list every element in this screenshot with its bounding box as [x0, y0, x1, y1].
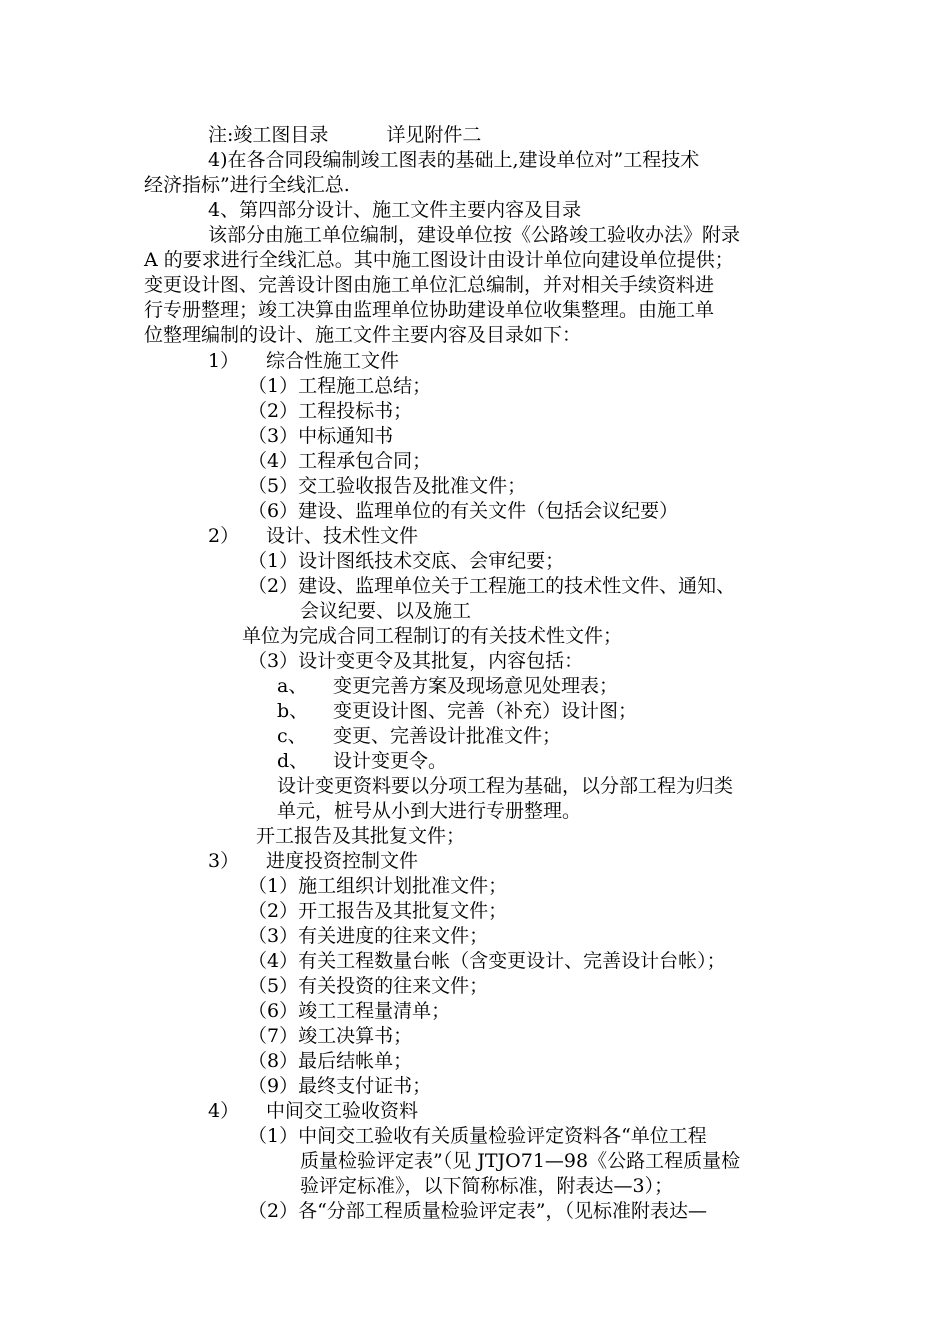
sub-item-marker: b、: [277, 700, 309, 722]
intro-line: 行专册整理；竣工决算由监理单位协助建设单位收集整理。由施工单: [144, 299, 715, 321]
sub-item-text: 变更完善方案及现场意见处理表；: [333, 675, 619, 697]
sub-item-marker: a、: [277, 675, 308, 697]
list-item: （5）有关投资的往来文件；: [248, 975, 489, 997]
note-paragraph-line: 设计变更资料要以分项工程为基础，以分部工程为归类: [277, 775, 734, 797]
list-item: （6）竣工工程量清单；: [248, 1000, 451, 1022]
list-item: （1）施工组织计划批准文件；: [248, 875, 508, 897]
note-paragraph-line: 单元，桩号从小到大进行专册整理。: [277, 800, 582, 822]
intro-line: 位整理编制的设计、施工文件主要内容及目录如下：: [144, 324, 582, 346]
list-item-continuation: 单位为完成合同工程制订的有关技术性文件；: [242, 625, 623, 647]
list-item: （1）中间交工验收有关质量检验评定资料各“单位工程: [248, 1125, 707, 1147]
sub-list-item: [277, 724, 561, 749]
intro-line: 变更设计图、完善设计图由施工单位汇总编制，并对相关手续资料进: [144, 274, 715, 296]
list-item: （4）有关工程数量台帐（含变更设计、完善设计台帐）；: [248, 950, 726, 972]
paragraph-line: 经济指标”进行全线汇总.: [144, 174, 350, 196]
list-item: （6）建设、监理单位的有关文件（包括会议纪要）: [248, 500, 679, 522]
subsection-title: 进度投资控制文件: [266, 850, 419, 872]
subsection-heading: [208, 1099, 418, 1124]
section-heading: 4、第四部分设计、施工文件主要内容及目录: [208, 199, 582, 221]
list-item: （4）工程承包合同；: [248, 450, 432, 472]
sub-item-text: 设计变更令。: [333, 750, 448, 772]
list-item: （2）各“分部工程质量检验评定表”，（见标准附表达—: [248, 1200, 708, 1222]
intro-line: A 的要求进行全线汇总。其中施工图设计由设计单位向建设单位提供；: [144, 249, 734, 271]
subsection-title: 设计、技术性文件: [266, 525, 419, 547]
subsection-number: 4）: [208, 1100, 240, 1122]
subsection-number: 2）: [208, 525, 240, 547]
list-item: （8）最后结帐单；: [248, 1050, 413, 1072]
subsection-title: 中间交工验收资料: [266, 1100, 419, 1122]
list-item-continuation: 验评定标准》，以下简称标准，附表达—3）；: [300, 1175, 674, 1197]
list-item: （3）中标通知书: [248, 425, 394, 447]
sub-list-item: [277, 674, 618, 699]
sub-item-text: 变更设计图、完善（补充）设计图；: [333, 700, 638, 722]
subsection-number: 1）: [208, 350, 240, 372]
subsection-heading: [208, 524, 418, 549]
sub-list-item: [277, 749, 447, 774]
list-item: （9）最终支付证书；: [248, 1075, 432, 1097]
intro-line: 该部分由施工单位编制，建设单位按《公路竣工验收办法》附录: [208, 224, 741, 246]
subsection-number: 3）: [208, 850, 240, 872]
paragraph-line: 4)在各合同段编制竣工图表的基础上,建设单位对”工程技术: [208, 149, 700, 171]
list-item: （3）有关进度的往来文件；: [248, 925, 489, 947]
note-line: [208, 123, 481, 148]
list-item: （3）设计变更令及其批复，内容包括：: [248, 650, 584, 672]
subsection-heading: [208, 349, 399, 374]
list-item-continuation: 质量检验评定表”（见 JTJO71—98《公路工程质量检: [300, 1150, 741, 1172]
sub-item-marker: c、: [277, 725, 307, 747]
note-reference: 详见附件二: [386, 124, 482, 146]
list-item: （2）建设、监理单位关于工程施工的技术性文件、通知、: [248, 575, 736, 597]
list-item-continuation: 会议纪要、以及施工: [300, 600, 472, 622]
note-label: 注:竣工图目录: [208, 124, 329, 146]
subsection-heading: [208, 849, 418, 874]
sub-item-text: 变更、完善设计批准文件；: [333, 725, 562, 747]
sub-item-marker: d、: [277, 750, 309, 772]
list-item: 开工报告及其批复文件；: [256, 825, 466, 847]
list-item: （5）交工验收报告及批准文件；: [248, 475, 527, 497]
sub-list-item: [277, 699, 637, 724]
list-item: （2）工程投标书；: [248, 400, 413, 422]
list-item: （2）开工报告及其批复文件；: [248, 900, 508, 922]
list-item: （1）工程施工总结；: [248, 375, 432, 397]
list-item: （7）竣工决算书；: [248, 1025, 413, 1047]
list-item: （1）设计图纸技术交底、会审纪要；: [248, 550, 565, 572]
subsection-title: 综合性施工文件: [266, 350, 400, 372]
